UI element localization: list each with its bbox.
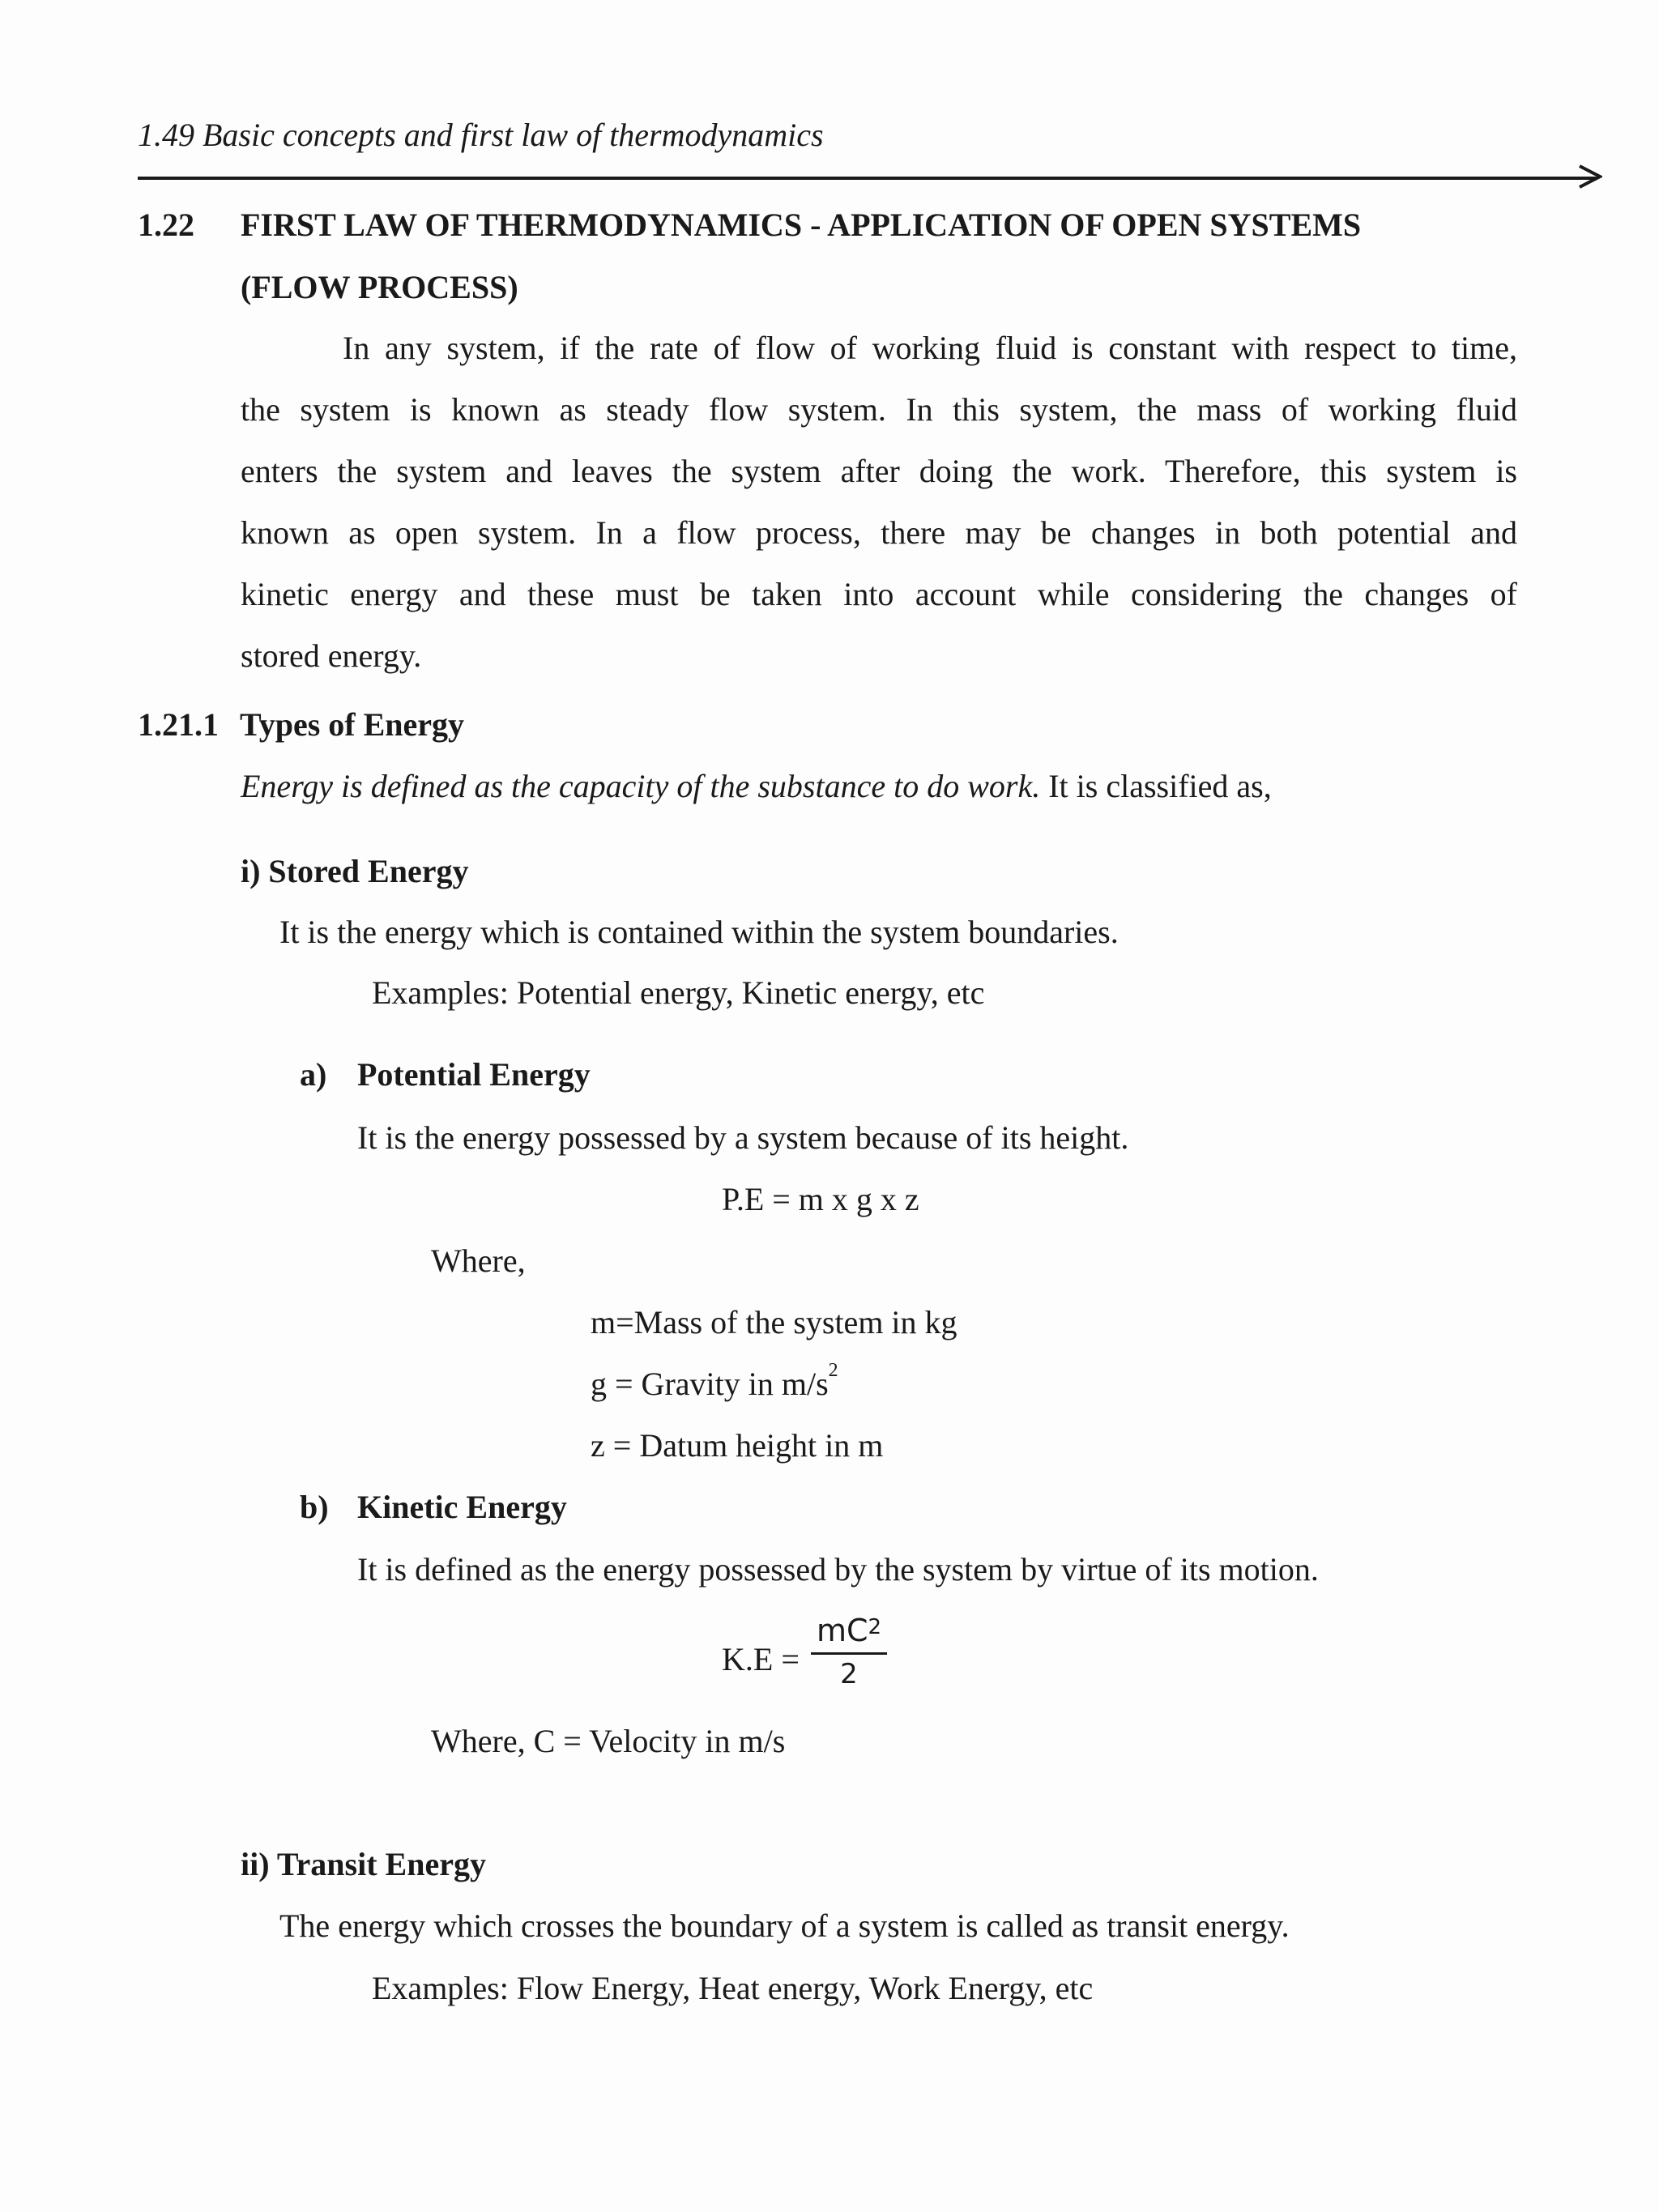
section-title-line1: FIRST LAW OF THERMODYNAMICS - APPLICATION OF OPEN SYSTEMS bbox=[241, 207, 1362, 243]
stored-energy-heading: i) Stored Energy bbox=[241, 853, 469, 889]
gravity-text: g = Gravity in m/s bbox=[591, 1366, 829, 1402]
kinetic-energy-marker: b) bbox=[300, 1489, 329, 1525]
definition-mass: m=Mass of the system in kg bbox=[591, 1304, 957, 1340]
numerator-text: mC bbox=[816, 1613, 868, 1648]
potential-energy-description: It is the energy possessed by a system because of its height. bbox=[357, 1119, 1129, 1156]
transit-energy-description: The energy which crosses the boundary of a system is called as transit energy. bbox=[279, 1907, 1290, 1944]
header-rule bbox=[138, 177, 1596, 180]
kinetic-energy-heading: Kinetic Energy bbox=[357, 1489, 567, 1525]
kinetic-energy-description: It is defined as the energy possessed by the system by virtue of its motion. bbox=[357, 1551, 1319, 1588]
fraction-bar bbox=[811, 1652, 887, 1655]
stored-energy-description: It is the energy which is contained within the system boundaries. bbox=[279, 914, 1119, 950]
kinetic-energy-formula-lhs: K.E = bbox=[722, 1641, 800, 1677]
running-header: 1.49 Basic concepts and first law of thermodynamics bbox=[138, 117, 824, 153]
section-number: 1.22 bbox=[138, 207, 194, 243]
paragraph-line: enters the system and leaves the system after doing the work. Therefore, this system is bbox=[241, 453, 1517, 489]
transit-energy-examples: Examples: Flow Energy, Heat energy, Work Energy, etc bbox=[372, 1970, 1094, 2006]
numerator-exponent: 2 bbox=[868, 1615, 882, 1639]
subsection-number: 1.21.1 bbox=[138, 706, 219, 743]
paragraph-line: the system is known as steady flow system. In this system, the mass of working fluid bbox=[241, 391, 1517, 428]
potential-energy-where: Where, bbox=[431, 1242, 526, 1279]
energy-definition bbox=[241, 767, 1272, 805]
transit-energy-heading: ii) Transit Energy bbox=[241, 1846, 486, 1882]
arrow-right-icon bbox=[1578, 164, 1602, 189]
definition-height: z = Datum height in m bbox=[591, 1427, 884, 1464]
definition-text: Energy is defined as the capacity of the substance to do work. bbox=[241, 768, 1041, 804]
potential-energy-marker: a) bbox=[300, 1056, 327, 1093]
paragraph-line: stored energy. bbox=[241, 637, 422, 674]
classified-text: It is classified as, bbox=[1048, 768, 1272, 804]
paragraph-line: kinetic energy and these must be taken into account while considering the changes of bbox=[241, 576, 1517, 612]
gravity-exponent: 2 bbox=[828, 1360, 838, 1381]
fraction-denominator: 2 bbox=[840, 1658, 858, 1690]
definition-gravity bbox=[591, 1360, 838, 1403]
kinetic-energy-where: Where, C = Velocity in m/s bbox=[431, 1723, 786, 1759]
section-title-line2: (FLOW PROCESS) bbox=[241, 269, 518, 305]
paragraph-line: In any system, if the rate of flow of working fluid is constant with respect to time, bbox=[343, 330, 1517, 366]
subsection-title: Types of Energy bbox=[240, 706, 465, 743]
paragraph-line: known as open system. In a flow process, there may be changes in both potential and bbox=[241, 514, 1517, 551]
potential-energy-heading: Potential Energy bbox=[357, 1056, 591, 1093]
stored-energy-examples: Examples: Potential energy, Kinetic energy, etc bbox=[372, 974, 985, 1011]
kinetic-energy-fraction bbox=[811, 1610, 887, 1690]
potential-energy-formula: P.E = m x g x z bbox=[722, 1181, 919, 1217]
fraction-numerator bbox=[811, 1610, 887, 1651]
